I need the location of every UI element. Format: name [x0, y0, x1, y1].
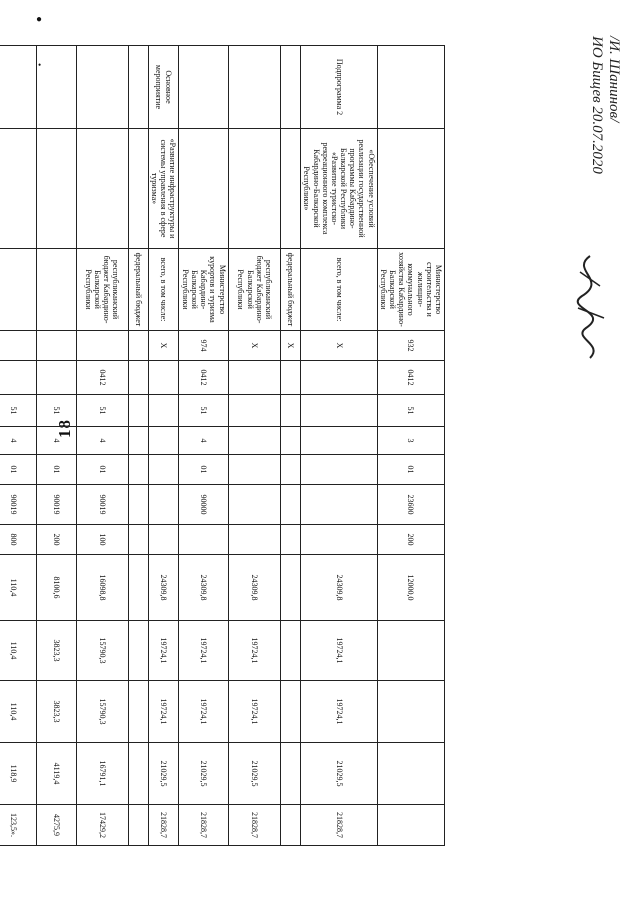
table-cell: «Развитие инфраструктуры и системы управления в сфере туризма» — [148, 129, 179, 249]
table-cell — [0, 46, 36, 129]
table-cell — [179, 525, 229, 555]
table-cell — [229, 395, 281, 427]
table-cell — [377, 805, 444, 846]
table-cell: 19724,1 — [148, 621, 179, 681]
table-cell: 12000,0 — [377, 555, 444, 621]
table-cell: 90019 — [0, 485, 36, 525]
table-cell — [229, 485, 281, 525]
table-cell: 90019 — [36, 485, 76, 525]
table-cell — [377, 743, 444, 805]
table-cell: 51 — [179, 395, 229, 427]
table-cell: 01 — [0, 455, 36, 485]
table-cell — [128, 485, 148, 525]
table-row — [377, 46, 444, 846]
table-cell — [281, 427, 301, 455]
table-cell: 4275,9 — [36, 805, 76, 846]
table-cell: 100 — [76, 525, 128, 555]
table-cell: 118,9 — [0, 743, 36, 805]
table-cell — [301, 361, 378, 395]
table-cell — [229, 46, 281, 129]
table-cell — [0, 361, 36, 395]
table-cell — [301, 525, 378, 555]
corner-mark: • — [38, 60, 42, 70]
table-cell — [128, 455, 148, 485]
table-cell — [301, 395, 378, 427]
table-cell: 4 — [179, 427, 229, 455]
table-cell — [179, 46, 229, 129]
table-cell — [281, 525, 301, 555]
table-cell: 4 — [0, 427, 36, 455]
table-cell: 21029,5 — [301, 743, 378, 805]
table-cell: 110,4 — [0, 681, 36, 743]
table-cell: 19724,1 — [301, 681, 378, 743]
table-cell — [128, 331, 148, 361]
table-cell: 800 — [0, 525, 36, 555]
table-cell: 01 — [76, 455, 128, 485]
table-cell — [301, 427, 378, 455]
table-cell — [36, 331, 76, 361]
table-cell — [148, 427, 179, 455]
table-cell: 0412 — [179, 361, 229, 395]
table-cell: 0412 — [76, 361, 128, 395]
table-cell: Подпрограмма 2 — [301, 46, 378, 129]
table-row — [36, 46, 76, 846]
table-cell — [36, 129, 76, 249]
table-cell: 21029,5 — [229, 743, 281, 805]
table-cell: 123,5». — [0, 805, 36, 846]
table-cell: 15790,3 — [76, 681, 128, 743]
table-cell — [128, 743, 148, 805]
table-cell — [179, 129, 229, 249]
table-cell — [301, 485, 378, 525]
table-cell: 90019 — [76, 485, 128, 525]
table-cell: 21029,5 — [179, 743, 229, 805]
table-cell: 4 — [76, 427, 128, 455]
table-cell: 21828,7 — [229, 805, 281, 846]
table-cell: 24309,8 — [301, 555, 378, 621]
table-cell: 01 — [179, 455, 229, 485]
table-cell: 110,4 — [0, 621, 36, 681]
table-cell: 0412 — [377, 361, 444, 395]
table-cell — [0, 249, 36, 331]
table-cell: 200 — [36, 525, 76, 555]
table-cell — [128, 395, 148, 427]
table-cell — [128, 555, 148, 621]
table-cell — [377, 129, 444, 249]
table-cell: Министерство строительства и жилищно-коммунального хозяйства Кабардино-Балкарской Республики — [377, 249, 444, 331]
table-row — [229, 46, 281, 846]
table-cell — [148, 485, 179, 525]
table-row — [128, 46, 148, 846]
table-cell: 19724,1 — [148, 681, 179, 743]
table-cell: 19724,1 — [229, 681, 281, 743]
table-cell — [281, 485, 301, 525]
table-cell: 21828,7 — [148, 805, 179, 846]
page-number: 18 — [55, 419, 74, 438]
table-cell — [148, 525, 179, 555]
table-cell — [148, 395, 179, 427]
table-cell — [128, 621, 148, 681]
table-row — [148, 46, 179, 846]
table-cell: 24309,8 — [229, 555, 281, 621]
table-cell — [128, 427, 148, 455]
table-row — [76, 46, 128, 846]
table-cell: федеральный бюджет — [281, 249, 301, 331]
table-cell — [377, 621, 444, 681]
table-cell: 19724,1 — [179, 681, 229, 743]
table-cell — [377, 681, 444, 743]
table-cell: 16098,8 — [76, 555, 128, 621]
table-cell — [377, 46, 444, 129]
table-cell — [148, 361, 179, 395]
table-cell: республиканский бюджет Кабардино-Балкарской Республики — [76, 249, 128, 331]
table-cell — [281, 455, 301, 485]
table-cell: 4119,4 — [36, 743, 76, 805]
table-cell: 3823,3 — [36, 621, 76, 681]
table-cell — [76, 46, 128, 129]
table-cell: 23600 — [377, 485, 444, 525]
table-cell: 51 — [76, 395, 128, 427]
rotated-table-container — [8, 45, 445, 845]
table-row — [0, 46, 36, 846]
table-cell: 15790,3 — [76, 621, 128, 681]
table-cell — [281, 129, 301, 249]
table-cell — [281, 361, 301, 395]
table-cell — [36, 249, 76, 331]
table-cell — [128, 525, 148, 555]
table-cell: республиканский бюджет Кабардино-Балкарской Республики — [229, 249, 281, 331]
table-cell: 90000 — [179, 485, 229, 525]
budget-table — [0, 45, 445, 846]
corner-mark: ● — [36, 14, 43, 25]
table-cell — [229, 455, 281, 485]
table-cell — [76, 129, 128, 249]
table-cell — [128, 681, 148, 743]
table-cell: 24309,8 — [148, 555, 179, 621]
table-cell: Х — [281, 331, 301, 361]
table-cell: 21029,5 — [148, 743, 179, 805]
table-cell: 19724,1 — [179, 621, 229, 681]
table-cell — [128, 46, 148, 129]
table-cell: 16791,1 — [76, 743, 128, 805]
table-cell: 51 — [0, 395, 36, 427]
table-cell: Министерство курортов и туризма Кабардино-Балкарской Республики — [179, 249, 229, 331]
table-cell: 4 — [36, 427, 76, 455]
signature-date: ИО Бищев 20.07.2020 — [589, 36, 605, 174]
table-cell — [281, 555, 301, 621]
table-cell: Х — [229, 331, 281, 361]
table-cell: Х — [148, 331, 179, 361]
table-cell — [0, 331, 36, 361]
table-cell: 01 — [36, 455, 76, 485]
table-row — [281, 46, 301, 846]
table-cell — [36, 46, 76, 129]
table-cell: 51 — [36, 395, 76, 427]
table-cell — [229, 525, 281, 555]
table-cell: 51 — [377, 395, 444, 427]
table-cell: 974 — [179, 331, 229, 361]
table-cell — [36, 361, 76, 395]
table-cell: 110,4 — [0, 555, 36, 621]
table-cell — [281, 743, 301, 805]
table-cell — [128, 805, 148, 846]
table-cell: 3823,3 — [36, 681, 76, 743]
table-cell: 19724,1 — [229, 621, 281, 681]
table-cell: 8100,6 — [36, 555, 76, 621]
table-cell: Х — [301, 331, 378, 361]
table-cell — [128, 129, 148, 249]
table-cell: федеральный бюджет — [128, 249, 148, 331]
table-cell — [229, 129, 281, 249]
table-cell: 19724,1 — [301, 621, 378, 681]
table-cell — [281, 46, 301, 129]
table-cell — [281, 395, 301, 427]
table-row — [179, 46, 229, 846]
table-cell — [148, 455, 179, 485]
signature-name: /И. Шанинов/ — [606, 36, 622, 123]
table-cell: всего, в том числе: — [148, 249, 179, 331]
table-cell: 21828,7 — [301, 805, 378, 846]
table-cell: 21828,7 — [179, 805, 229, 846]
table-cell: «Обеспечение условий реализации государственной программы Кабардино-Балкарской Республики «Развитие туристско-рекреационного комплекса Кабардино-Балкарской Республики» — [301, 129, 378, 249]
table-cell — [229, 427, 281, 455]
table-cell: всего, в том числе: — [301, 249, 378, 331]
table-cell — [76, 331, 128, 361]
table-cell — [281, 805, 301, 846]
table-cell: 17429,2 — [76, 805, 128, 846]
table-cell: 200 — [377, 525, 444, 555]
table-cell — [281, 681, 301, 743]
table-cell: 24309,8 — [179, 555, 229, 621]
table-cell — [0, 129, 36, 249]
table-cell: 01 — [377, 455, 444, 485]
table-cell: 3 — [377, 427, 444, 455]
table-cell — [128, 361, 148, 395]
table-row — [301, 46, 378, 846]
table-cell — [281, 621, 301, 681]
table-cell: 932 — [377, 331, 444, 361]
table-cell — [301, 455, 378, 485]
signature-block — [588, 36, 640, 386]
table-cell: Основное мероприятие — [148, 46, 179, 129]
table-cell — [229, 361, 281, 395]
